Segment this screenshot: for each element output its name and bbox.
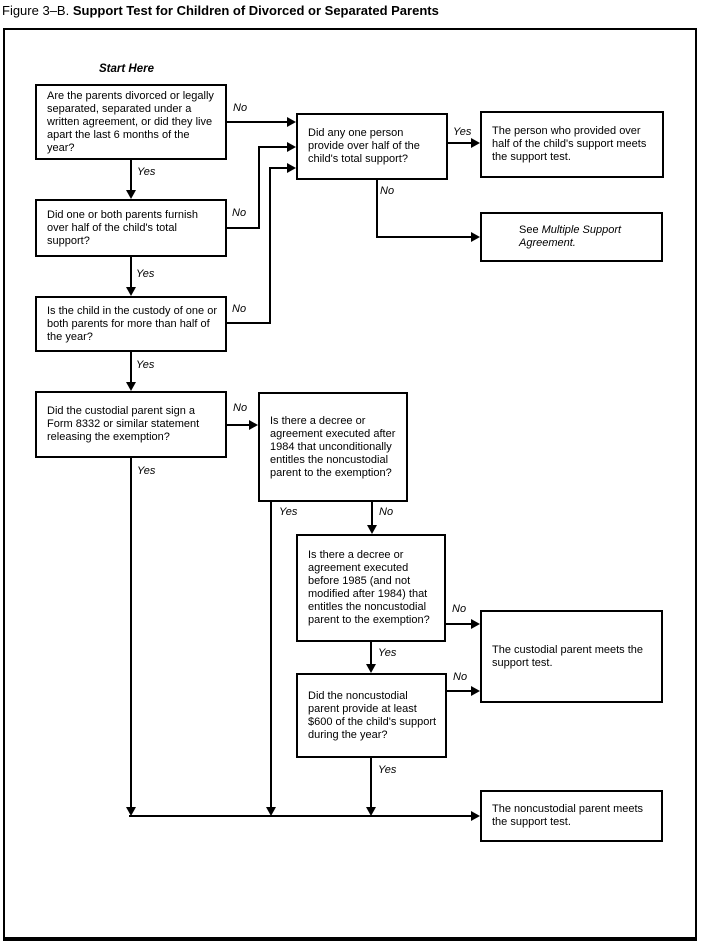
connector-line [258,146,288,148]
label-yes-4: Yes [137,465,156,477]
connector-line [227,424,250,426]
node-parents-half-support-text: Did one or both parents furnish over half of the child's total support? [47,208,199,247]
connector-line [130,458,132,808]
label-yes-before-1985: Yes [378,647,397,659]
arrowhead [287,163,296,173]
label-no-600: No [453,671,468,683]
label-no-4: No [233,402,248,414]
node-provided-600 [296,673,447,758]
connector-line [371,502,373,526]
arrowhead [126,190,136,199]
node-decree-after-1984 [258,392,408,502]
connector-line [376,236,472,238]
connector-line [258,146,260,229]
connector-line [130,257,132,289]
connector-line [448,142,472,144]
label-no-before-1985: No [452,603,467,615]
label-yes-3: Yes [136,359,155,371]
node-any-one-person [296,113,448,180]
label-no-2: No [232,207,247,219]
arrowhead [287,117,296,127]
label-no-any-one-person: No [380,185,395,197]
start-here-label: Start Here [99,63,154,75]
node-see-multiple-support-text [519,224,655,250]
node-decree-before-1985 [296,534,446,642]
node-custody-text: Is the child in the custody of one or both parents for more than half of the year? [47,304,217,343]
node-form-8332 [35,391,227,458]
arrowhead [126,287,136,296]
see-prefix: See [519,224,539,236]
connector-line [447,690,472,692]
node-custodial-meets-text: The custodial parent meets the support test. [492,643,644,669]
connector-line [130,160,132,192]
arrowhead [287,142,296,152]
connector-line [370,758,372,808]
connector-line [129,815,472,817]
connector-line [269,167,288,169]
figure-title-text: Support Test for Children of Divorced or Separated Parents [72,3,439,18]
arrowhead [366,664,376,673]
node-provided-600-text: Did the noncustodial parent provide at least $600 of the child's support during the year? [308,689,437,741]
node-noncustodial-meets-text: The noncustodial parent meets the support test. [492,803,644,828]
figure-title [2,3,439,18]
label-yes-after-1984: Yes [279,506,298,518]
label-yes-600: Yes [378,764,397,776]
node-noncustodial-meets [480,790,663,842]
arrowhead [471,619,480,629]
arrowhead [367,525,377,534]
node-see-multiple-support [480,212,663,262]
connector-line [370,642,372,665]
see-italic: Multiple Support Agreement. [519,224,622,249]
arrowhead [471,232,480,242]
arrowhead [471,686,480,696]
connector-line [270,502,272,808]
connector-line [446,623,472,625]
node-any-one-person-text: Did any one person provide over half of the child's total support? [308,127,420,165]
node-form-8332-text: Did the custodial parent sign a Form 8332 or similar statement releasing the exemption? [47,405,200,443]
node-parents-divorced [35,84,227,160]
node-decree-before-1985-text: Is there a decree or agreement executed before 1985 (and not modified after 1984) that entitles the noncustodial parent to the exemption? [308,549,430,626]
label-no-1: No [233,102,248,114]
arrowhead [126,382,136,391]
node-custodial-meets [480,610,663,703]
node-person-provided-meets-text: The person who provided over half of the child's support meets the support test. [492,125,647,163]
arrowhead [471,138,480,148]
label-yes-2: Yes [136,268,155,280]
connector-line [269,167,271,324]
arrowhead [471,811,480,821]
label-yes-1: Yes [137,166,156,178]
node-parents-divorced-text: Are the parents divorced or legally separated, separated under a written agreement, or did they live apart the last 6 months of the year? [47,89,214,154]
label-no-after-1984: No [379,506,394,518]
node-decree-after-1984-text: Is there a decree or agreement executed after 1984 that unconditionally entitles the noncustodial parent to the exemption? [270,414,396,479]
arrowhead [249,420,258,430]
connector-line [227,322,271,324]
label-yes-any-one-person: Yes [453,126,472,138]
node-person-provided-meets [480,111,664,178]
connector-line [376,180,378,238]
connector-line [130,352,132,384]
connector-line [227,121,288,123]
label-no-3: No [232,303,247,315]
connector-line [227,227,260,229]
node-parents-half-support [35,199,227,257]
node-custody [35,296,227,352]
figure-label: Figure 3–B. [2,3,70,18]
